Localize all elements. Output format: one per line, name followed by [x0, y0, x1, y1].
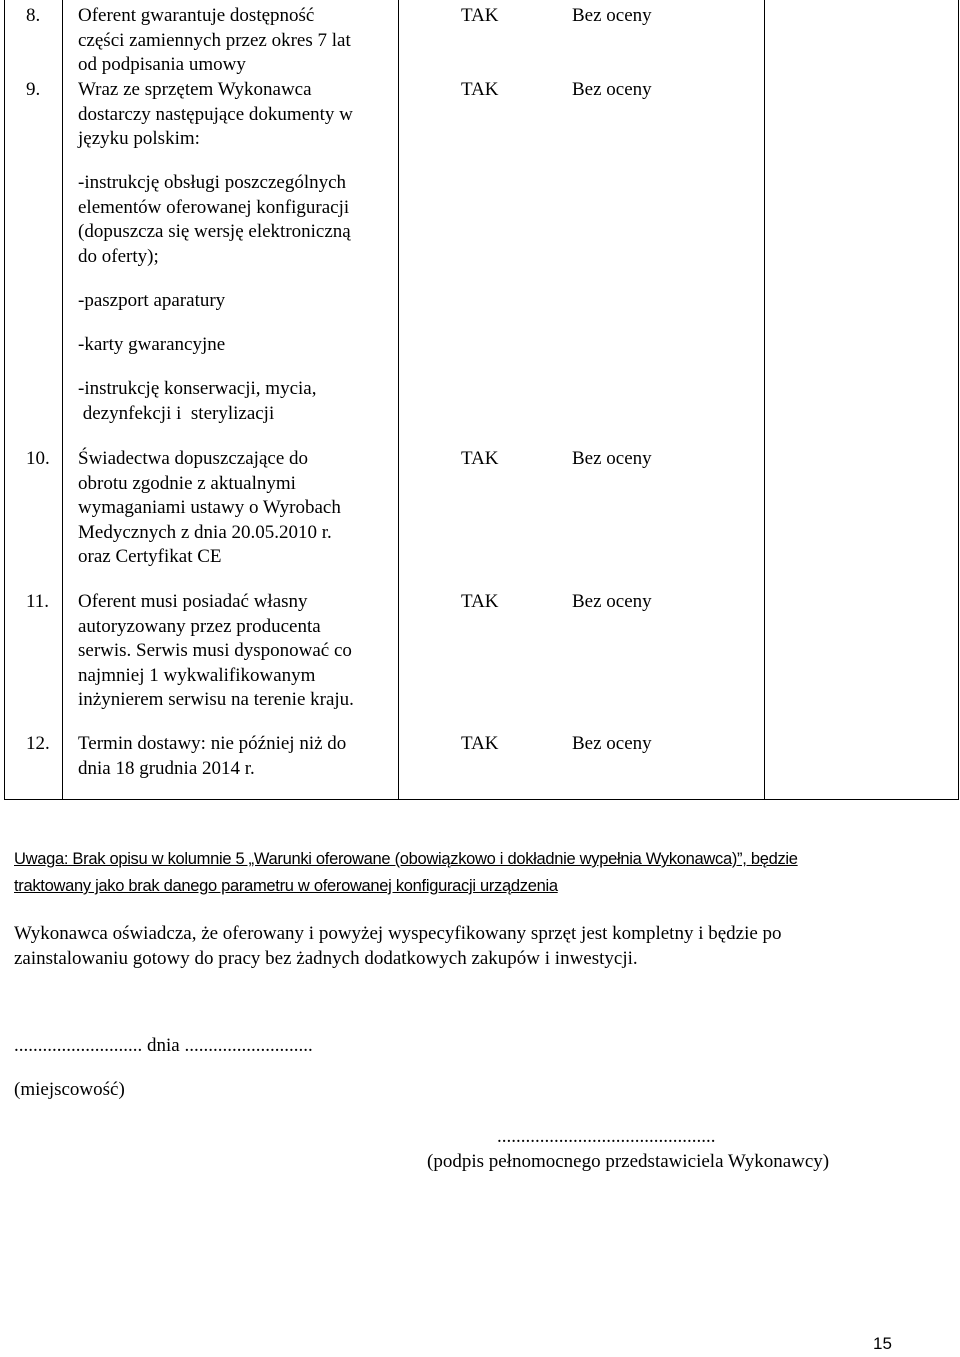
text-line: autoryzowany przez producenta	[78, 615, 321, 637]
row-9-number: 9.	[26, 79, 41, 100]
row-9-rating: Bez oceny	[572, 79, 652, 100]
document-item-warranty-cards	[78, 333, 398, 358]
table-border-left	[4, 0, 5, 800]
text-line: do oferty);	[78, 245, 159, 267]
row-8-rating: Bez oceny	[572, 5, 652, 26]
row-10-rating: Bez oceny	[572, 448, 652, 469]
table-border-right	[958, 0, 959, 800]
requirements-table	[4, 0, 959, 800]
text-line: -instrukcję obsługi poszczególnych	[78, 172, 347, 193]
place-date-line: ........................... dnia ...........................	[14, 1035, 313, 1056]
place-label: (miejscowość)	[14, 1079, 125, 1100]
text-line: traktowany jako brak danego parametru w oferowanej konfiguracji urządzenia	[14, 877, 558, 895]
document-item-passport	[78, 289, 398, 314]
text-line: Medycznych z dnia 20.05.2010 r.	[78, 521, 332, 543]
text-line: Wykonawca oświadcza, że oferowany i powyżej wyspecyfikowany sprzęt jest kompletny i będzie po	[14, 923, 782, 944]
text-line: dezynfekcji i sterylizacji	[78, 402, 275, 424]
row-8-requirement: TAK	[461, 5, 499, 26]
text-line: obrotu zgodnie z aktualnymi	[78, 472, 296, 494]
row-12-rating: Bez oceny	[572, 733, 652, 754]
row-12-requirement: TAK	[461, 733, 499, 754]
text-line: -instrukcję konserwacji, mycia,	[78, 378, 317, 399]
row-9-requirement: TAK	[461, 79, 499, 100]
row-11-requirement: TAK	[461, 591, 499, 612]
text-line: -paszport aparatury	[78, 290, 226, 311]
table-column-divider	[764, 0, 765, 800]
text-line: -karty gwarancyjne	[78, 334, 226, 355]
text-line: serwis. Serwis musi dysponować co	[78, 640, 352, 661]
text-line: wymaganiami ustawy o Wyrobach	[78, 497, 341, 518]
row-12-number: 12.	[26, 733, 50, 754]
text-line: inżynierem serwisu na terenie kraju.	[78, 689, 354, 710]
row-10-number: 10.	[26, 448, 50, 469]
text-line: Wraz ze sprzętem Wykonawca	[78, 79, 312, 100]
text-line: Świadectwa dopuszczające do	[78, 448, 309, 469]
row-11-rating: Bez oceny	[572, 591, 652, 612]
text-line: od podpisania umowy	[78, 54, 246, 75]
text-line: (dopuszcza się wersję elektroniczną	[78, 221, 351, 242]
row-11-number: 11.	[26, 591, 50, 612]
signature-label: (podpis pełnomocnego przedstawiciela Wykonawcy)	[427, 1151, 830, 1172]
row-11-description	[78, 590, 398, 713]
text-line: Termin dostawy: nie później niż do	[78, 733, 347, 754]
page-number: 15	[873, 1334, 892, 1353]
text-line: dostarczy następujące dokumenty w	[78, 103, 353, 125]
row-10-description	[78, 447, 398, 570]
row-8-number: 8.	[26, 5, 41, 26]
table-border-bottom	[4, 799, 959, 800]
document-item-manuals	[78, 171, 398, 269]
text-line: Oferent musi posiadać własny	[78, 591, 308, 612]
text-line: elementów oferowanej konfiguracji	[78, 196, 350, 218]
document-item-maintenance	[78, 377, 398, 426]
text-line: najmniej 1 wykwalifikowanym	[78, 664, 316, 686]
text-line: zainstalowaniu gotowy do pracy bez żadnych dodatkowych zakupów i inwestycji.	[14, 948, 638, 969]
row-10-requirement: TAK	[461, 448, 499, 469]
text-line: oraz Certyfikat CE	[78, 546, 222, 567]
row-12-description	[78, 732, 398, 781]
note-paragraph	[14, 846, 914, 900]
text-line: dnia 18 grudnia 2014 r.	[78, 757, 255, 779]
table-column-divider	[398, 0, 399, 800]
text-line: Uwaga: Brak opisu w kolumnie 5 „Warunki oferowane (obowiązkowo i dokładnie wypełnia Wykonawca)”, będzie	[14, 850, 798, 868]
row-9-description	[78, 78, 398, 152]
row-8-description	[78, 4, 398, 78]
text-line: języku polskim:	[78, 128, 200, 149]
text-line: Oferent gwarantuje dostępność	[78, 5, 315, 26]
table-column-divider	[62, 0, 63, 800]
declaration-paragraph	[14, 921, 944, 971]
text-line: części zamiennych przez okres 7 lat	[78, 29, 351, 51]
signature-line: ..............................................	[497, 1126, 716, 1147]
